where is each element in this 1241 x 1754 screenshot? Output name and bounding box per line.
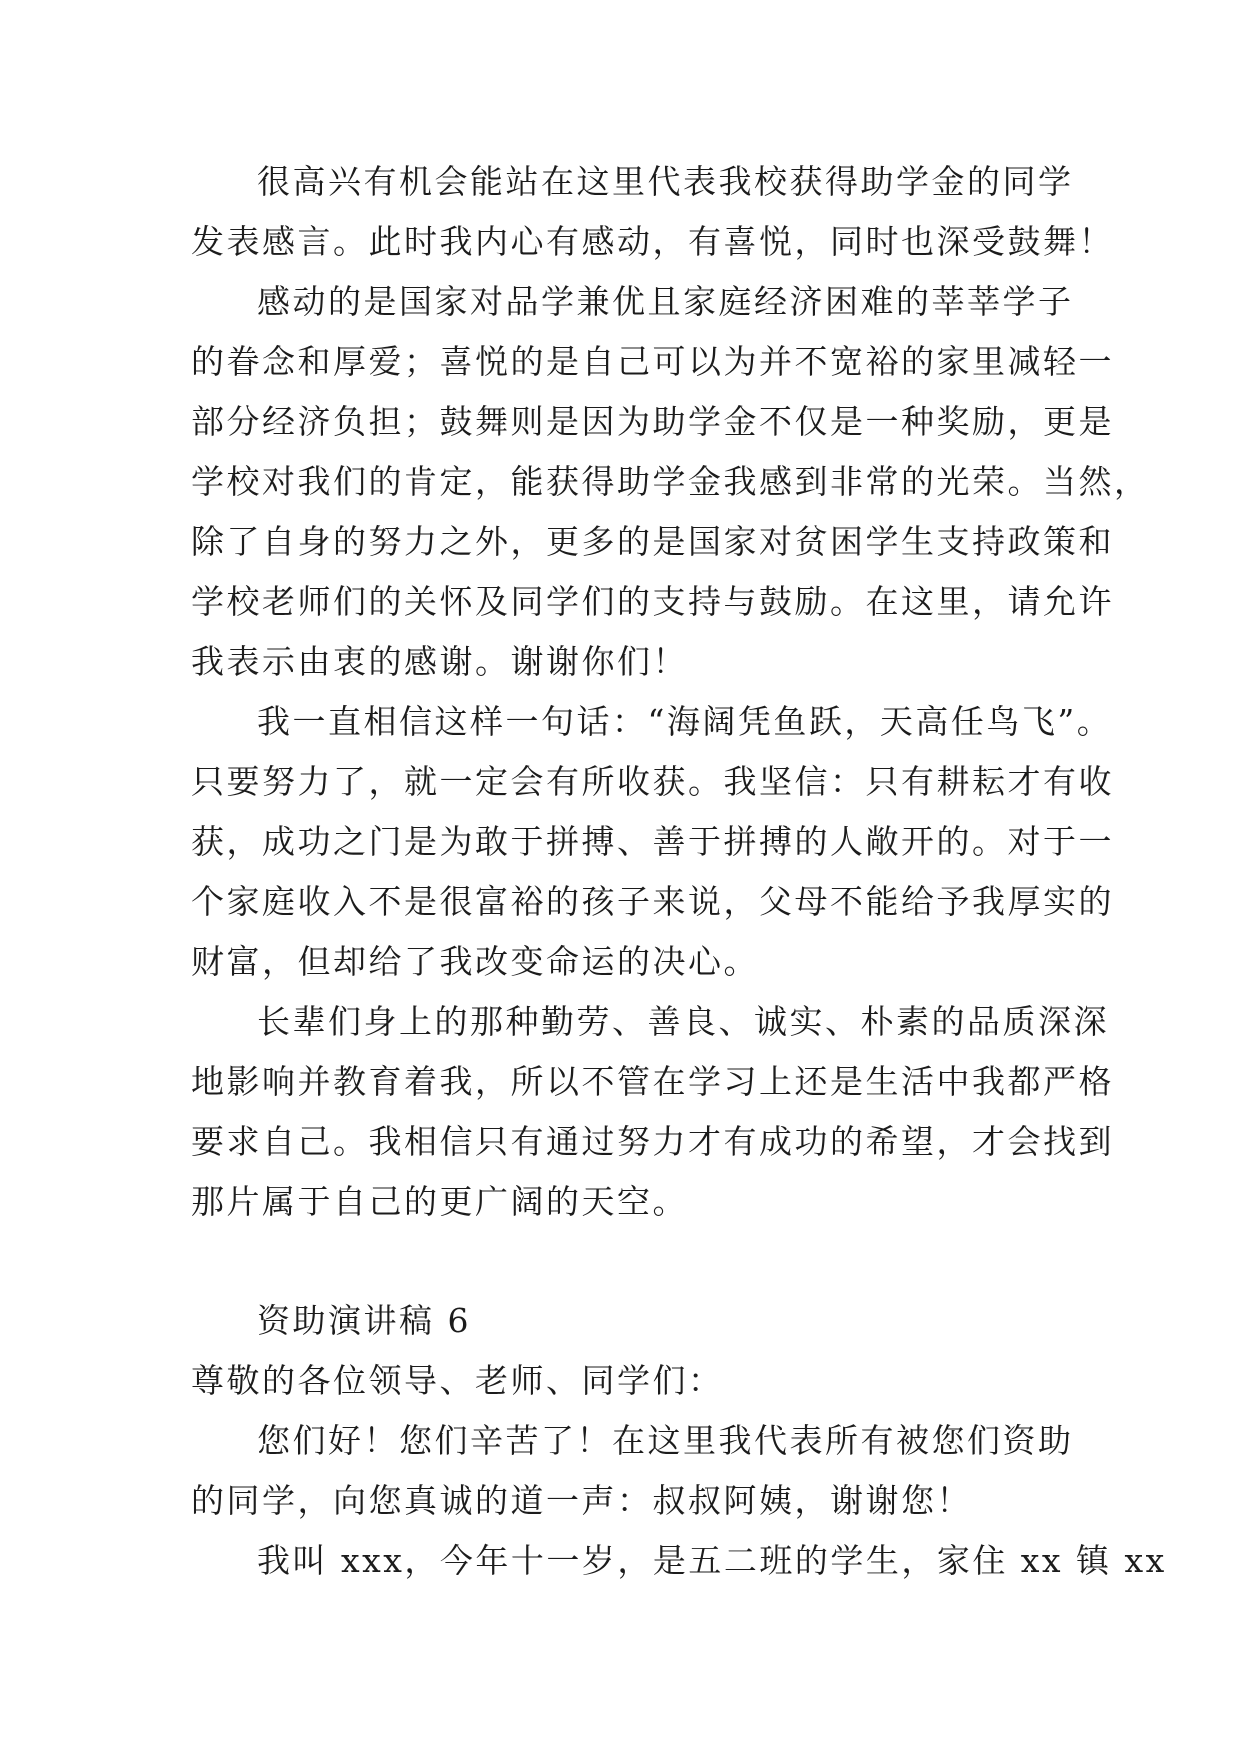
paragraph-2-line-7: 我表示由衷的感谢。谢谢你们！ [191,642,688,681]
paragraph-4-line-2: 地影响并教育着我，所以不管在学习上还是生活中我都严格 [191,1062,1114,1101]
paragraph-1-line-2: 发表感言。此时我内心有感动，有喜悦，同时也深受鼓舞！ [191,222,1114,261]
paragraph-2-line-6: 学校老师们的关怀及同学们的支持与鼓励。在这里，请允许 [191,582,1114,621]
paragraph-4-line-1: 长辈们身上的那种勤劳、善良、诚实、朴素的品质深深 [257,1002,1109,1041]
paragraph-4-line-4: 那片属于自己的更广阔的天空。 [191,1182,688,1221]
paragraph-3-line-4: 个家庭收入不是很富裕的孩子来说，父母不能给予我厚实的 [191,882,1114,921]
paragraph-5-line-1: 您们好！您们辛苦了！在这里我代表所有被您们资助 [257,1421,1074,1460]
section-heading: 资助演讲稿 6 [257,1301,471,1340]
paragraph-2-line-5: 除了自身的努力之外，更多的是国家对贫困学生支持政策和 [191,522,1114,561]
paragraph-2-line-3: 部分经济负担；鼓舞则是因为助学金不仅是一种奖励，更是 [191,402,1114,441]
paragraph-3-line-2: 只要努力了，就一定会有所收获。我坚信：只有耕耘才有收 [191,762,1114,801]
paragraph-1-line-1: 很高兴有机会能站在这里代表我校获得助学金的同学 [257,162,1074,201]
paragraph-5-line-2: 的同学，向您真诚的道一声：叔叔阿姨，谢谢您！ [191,1481,972,1520]
paragraph-2-line-1: 感动的是国家对品学兼优且家庭经济困难的莘莘学子 [257,282,1074,321]
paragraph-3-line-1: 我一直相信这样一句话：“海阔凭鱼跃，天高任鸟飞”。 [257,702,1113,741]
paragraph-4-line-3: 要求自己。我相信只有通过努力才有成功的希望，才会找到 [191,1122,1114,1161]
paragraph-6-line-1: 我叫 xxx，今年十一岁，是五二班的学生，家住 xx 镇 xx [257,1541,1167,1580]
paragraph-2-line-4: 学校对我们的肯定，能获得助学金我感到非常的光荣。当然， [191,462,1150,501]
salutation: 尊敬的各位领导、老师、同学们： [191,1361,724,1400]
paragraph-2-line-2: 的眷念和厚爱；喜悦的是自己可以为并不宽裕的家里减轻一 [191,342,1114,381]
paragraph-3-line-3: 获，成功之门是为敢于拼搏、善于拼搏的人敞开的。对于一 [191,822,1114,861]
paragraph-3-line-5: 财富，但却给了我改变命运的决心。 [191,942,759,981]
